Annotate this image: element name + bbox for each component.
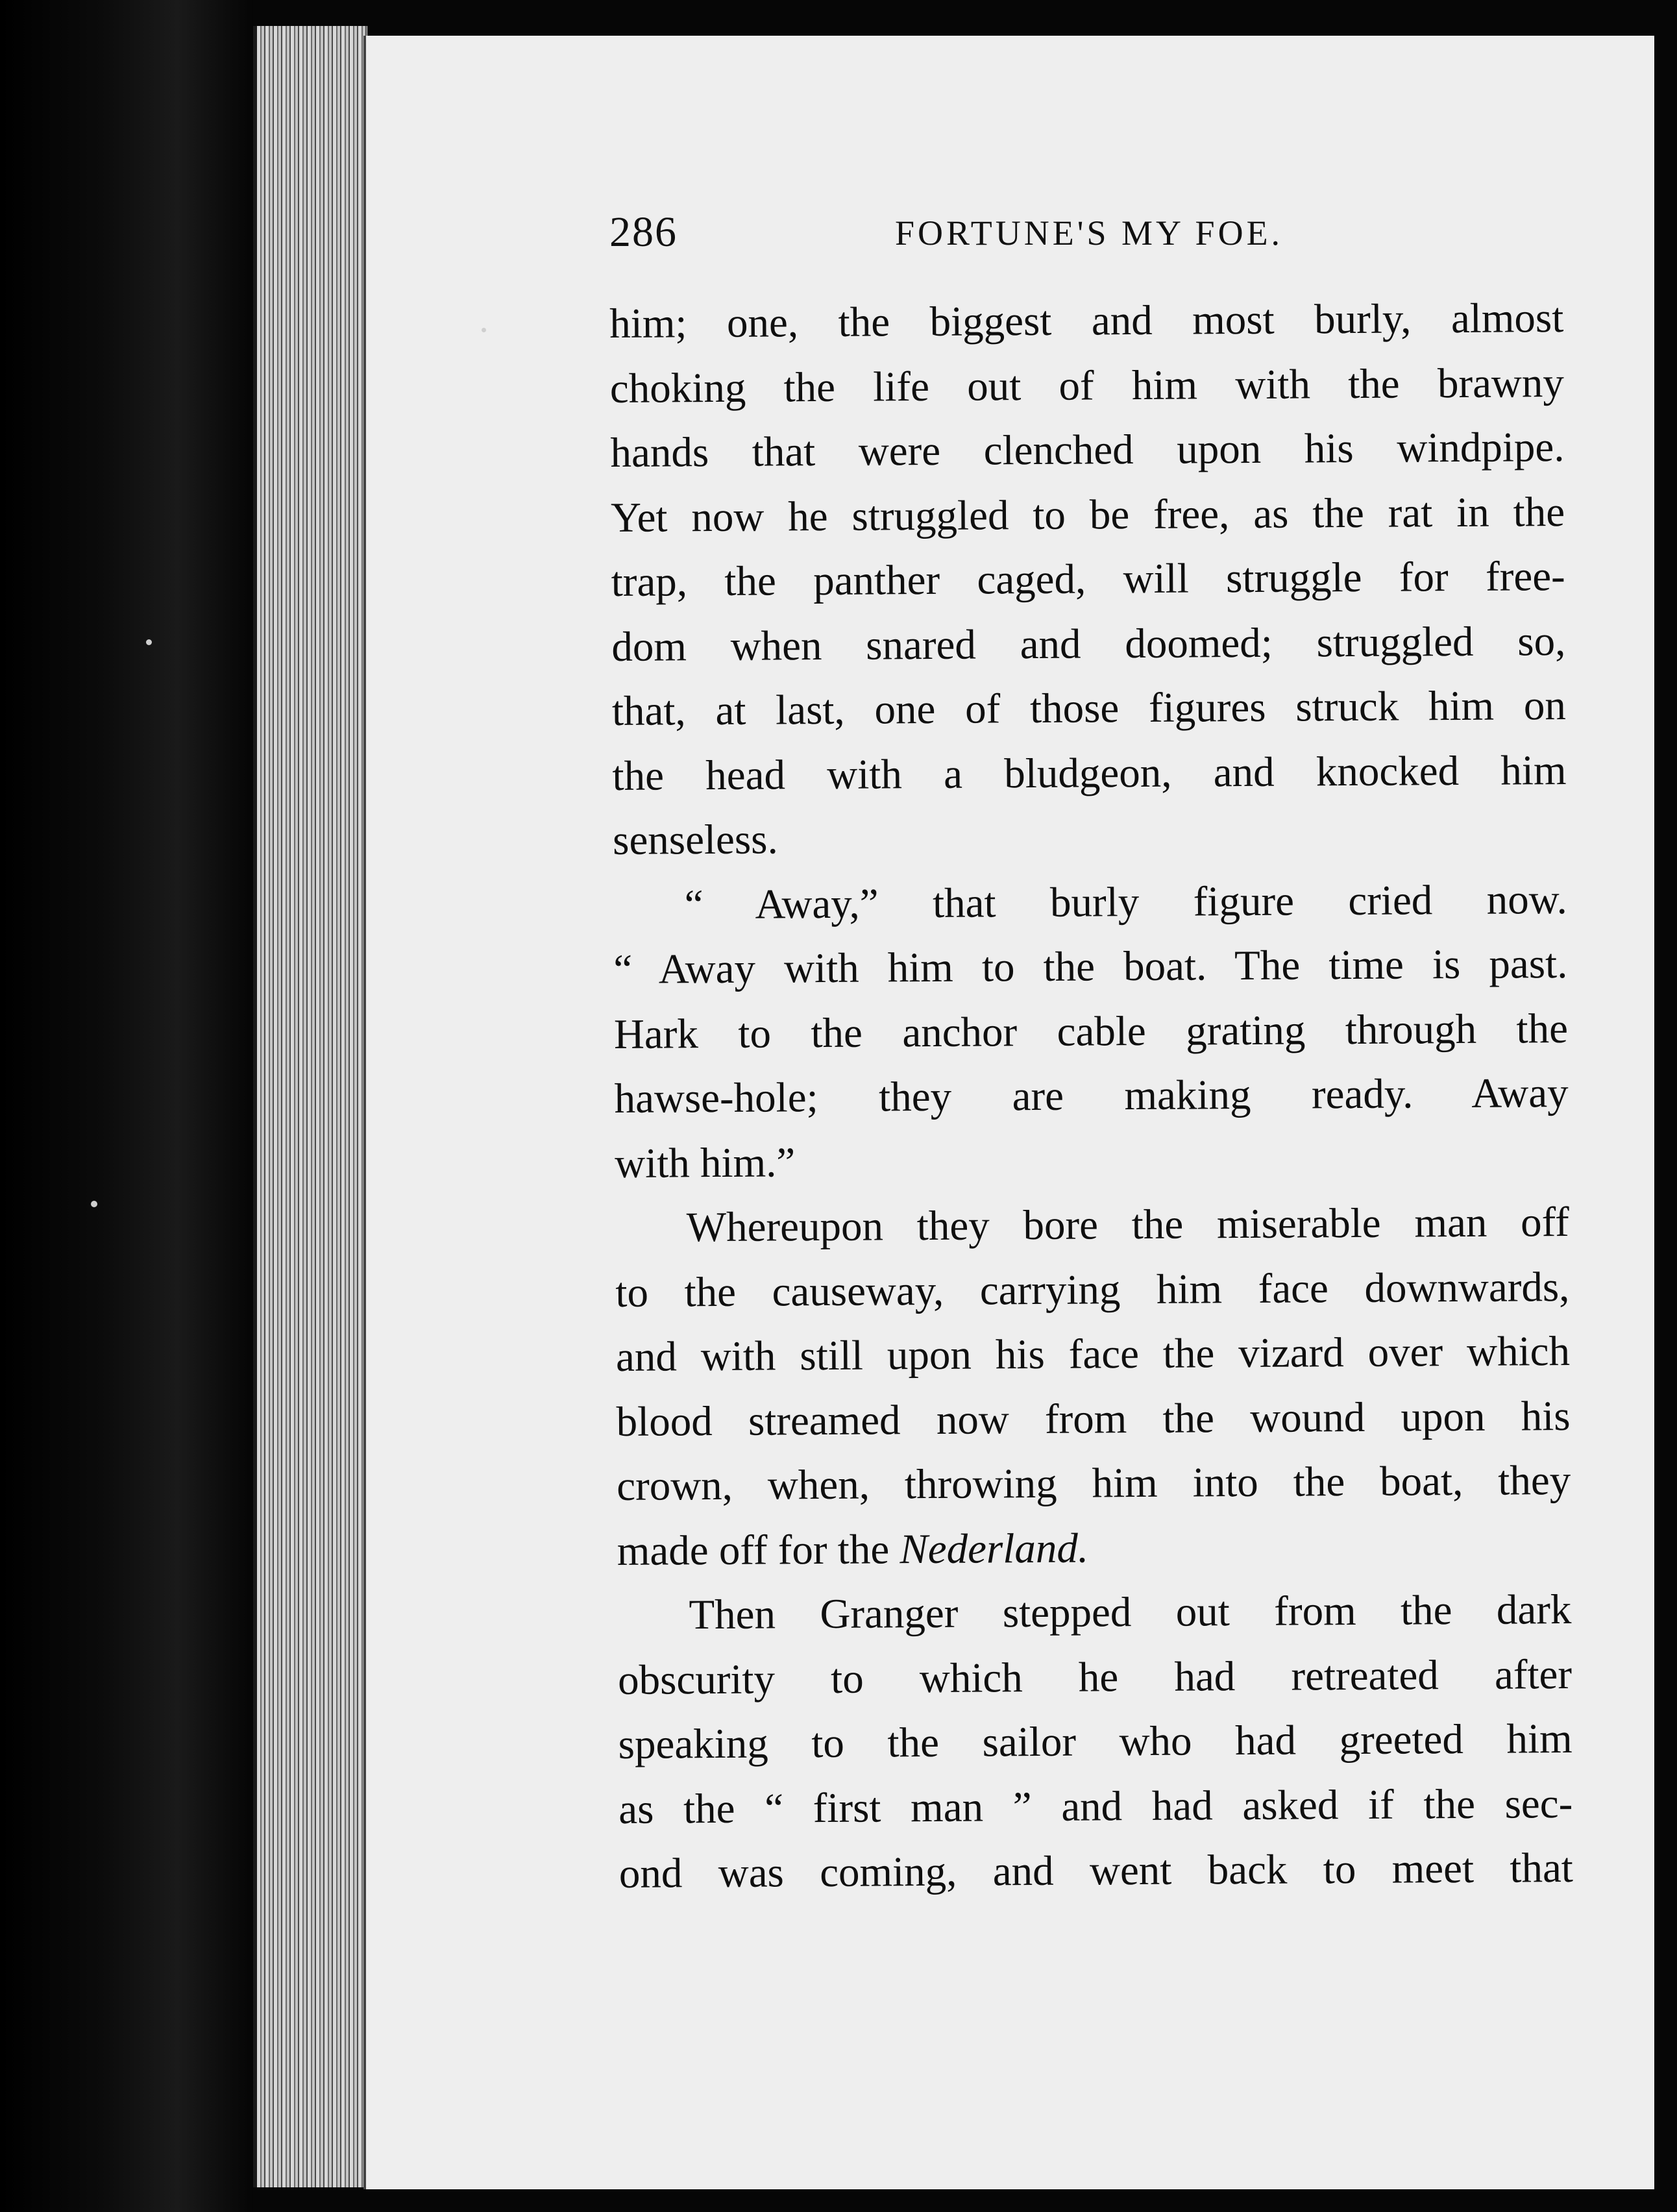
running-header <box>609 208 1648 279</box>
text-line-with-italic <box>617 1513 1572 1583</box>
running-title: FORTUNE'S MY FOE. <box>895 214 1284 252</box>
ship-name-italic: Nederland. <box>900 1525 1089 1573</box>
text-line: Then Granger stepped out from the dark <box>689 1586 1572 1639</box>
dust-speck <box>482 328 486 332</box>
dust-speck <box>91 1201 97 1207</box>
text-line: “ Away,” that burly figure cried now. <box>684 876 1567 928</box>
text-line: obscurity to which he had retreated after <box>617 1651 1573 1704</box>
text-line: that, at last, one of those figures struck him on <box>611 682 1567 735</box>
text-line: and with still upon his face the vizard over which <box>615 1327 1571 1381</box>
text-line: as the “ first man ” and had asked if the sec- <box>618 1780 1573 1833</box>
text-line: him; one, the biggest and most burly, almost <box>609 295 1564 347</box>
text-line: blood streamed now from the wound upon his <box>616 1392 1571 1445</box>
text-line: hands that were clenched upon his windpipe. <box>610 424 1565 476</box>
dust-speck <box>146 639 152 645</box>
text-line: hawse-hole; they are making ready. Away <box>614 1069 1569 1122</box>
text-line: Whereupon they bore the miserable man off <box>686 1198 1570 1251</box>
text-line: speaking to the sailor who had greeted him <box>618 1715 1573 1768</box>
text-fragment: made off for the <box>617 1525 890 1575</box>
text-line: “ Away with him to the boat. The time is past. <box>613 940 1568 993</box>
body-text <box>609 286 1573 1906</box>
text-line: dom when snared and doomed; struggled so, <box>611 617 1566 670</box>
book-page <box>363 36 1654 2189</box>
page-edges <box>253 26 367 2187</box>
page-number: 286 <box>609 208 678 256</box>
book-spine-shadow <box>0 0 253 2212</box>
text-line: choking the life out of him with the brawny <box>609 359 1565 412</box>
text-line: to the causeway, carrying him face downwards, <box>615 1263 1570 1316</box>
text-line: trap, the panther caged, will struggle for free- <box>611 553 1565 606</box>
text-line: the head with a bludgeon, and knocked him <box>612 746 1567 800</box>
text-line: crown, when, throwing him into the boat, they <box>617 1456 1571 1510</box>
text-line: with him.” <box>614 1138 796 1187</box>
text-line: Hark to the anchor cable grating through the <box>613 1005 1569 1058</box>
text-line: Yet now he struggled to be free, as the rat in the <box>610 488 1565 541</box>
text-line: senseless. <box>612 816 778 864</box>
text-line: ond was coming, and went back to meet that <box>618 1844 1574 1897</box>
